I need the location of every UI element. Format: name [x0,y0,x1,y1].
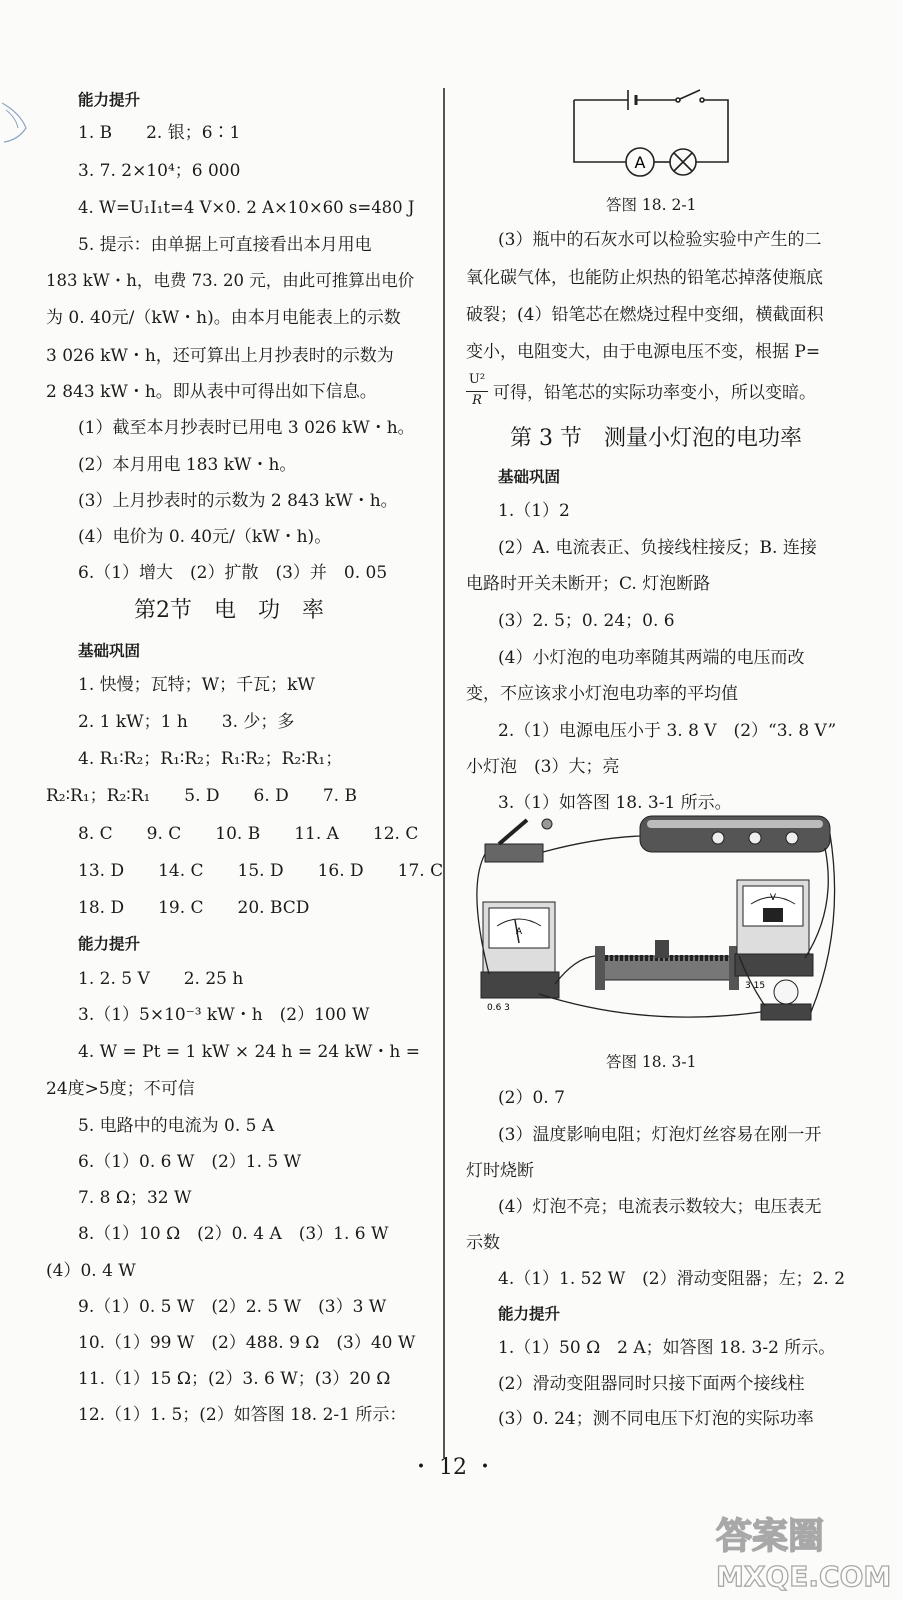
answer-line: 2 843 kW・h。即从表中可得出如下信息。 [46,382,377,402]
answer-line: (2）滑动变阻器同时只接下面两个接线柱 [498,1374,805,1394]
answer-line: (3）2. 5；0. 24；0. 6 [498,611,675,631]
heading-ability: 能力提升 [78,935,141,953]
answer-line: 2.（1）电源电压小于 3. 8 V (2）“3. 8 V” [498,721,837,741]
heading-basic: 基础巩固 [78,642,141,660]
answer-line: 4. W = Pt = 1 kW × 24 h = 24 kW・h = [78,1042,420,1062]
answer-line: 3 026 kW・h，还可算出上月抄表时的示数为 [46,346,394,366]
answer-line: 灯时烧断 [466,1161,534,1181]
figure-caption: 答图 18. 2-1 [606,196,697,214]
watermark-brand: 答案圈 [716,1516,825,1557]
section-title: 第 3 节 测量小灯泡的电功率 [510,426,802,451]
answer-line: (3）0. 24；测不同电压下灯泡的实际功率 [498,1409,814,1429]
answer-line: 24度>5度；不可信 [46,1079,195,1099]
heading-ability: 能力提升 [498,1305,561,1323]
apparatus-diagram-18-3-1 [465,808,845,1036]
answer-line: 5. 电路中的电流为 0. 5 A [78,1116,275,1136]
answer-line: 18. D 19. C 20. BCD [78,898,310,918]
answer-line: 5. 提示：由单据上可直接看出本月用电 [78,235,372,255]
answer-line: 1. 快慢；瓦特；W；千瓦；kW [78,675,315,695]
answer-line: (2）A. 电流表正、负接线柱接反；B. 连接 [498,538,817,558]
stamp-mark [0,98,30,148]
answer-line: 电路时开关未断开；C. 灯泡断路 [466,574,711,594]
answer-line: 变小，电阻变大，由于电源电压不变，根据 P= [466,342,821,362]
fraction-bar [466,391,488,392]
answer-line: 示数 [466,1233,500,1253]
bulb [761,980,811,1020]
answer-line: (4）0. 4 W [46,1261,136,1281]
voltmeter-terminals: 3 15 [745,981,766,991]
answer-line: 可得，铅笔芯的实际功率变小，所以变暗。 [493,383,816,403]
answer-line: 为 0. 40元/（kW・h)。由本月电能表上的示数 [46,308,401,328]
answer-line: 小灯泡 (3）大；亮 [466,757,620,777]
heading-basic: 基础巩固 [498,468,561,486]
answer-line: 变，不应该求小灯泡电功率的平均值 [466,684,738,704]
answer-line: (3）瓶中的石灰水可以检验实验中产生的二 [498,230,822,250]
answer-line: (4）小灯泡的电功率随其两端的电压而改 [498,648,805,668]
answer-line: (4）灯泡不亮；电流表示数较大；电压表无 [498,1197,822,1217]
answer-line: 4.（1）1. 52 W (2）滑动变阻器；左；2. 2 [498,1269,846,1289]
ammeter-face-label: A [515,927,523,937]
fraction-denominator: R [472,393,482,408]
watermark-logo [712,1508,898,1594]
answer-line: 1. 2. 5 V 2. 25 h [78,969,244,989]
voltmeter-face-label: V [769,893,777,903]
answer-line: 12.（1）1. 5；(2）如答图 18. 2-1 所示： [78,1405,407,1425]
page-number: ・ 12 ・ [410,1455,496,1480]
heading-ability: 能力提升 [78,91,141,109]
answer-line: (2）0. 7 [498,1088,565,1108]
answer-line: 6.（1）增大 (2）扩散 (3）并 0. 05 [78,563,388,583]
answer-line: 1. B 2. 银；6∶1 [78,123,241,143]
circuit-diagram-18-2-1 [568,86,738,182]
answer-line: (4）电价为 0. 40元/（kW・h)。 [78,527,332,547]
answer-line: 9.（1）0. 5 W (2）2. 5 W (3）3 W [78,1297,387,1317]
fraction-numerator: U² [468,372,486,387]
ammeter-terminals: 0.6 3 [487,1003,510,1013]
answer-line: 2. 1 kW；1 h 3. 少；多 [78,712,295,732]
switch [485,819,552,862]
answer-line: 8.（1）10 Ω (2）0. 4 A (3）1. 6 W [78,1224,389,1244]
answer-line: 3. 7. 2×10⁴；6 000 [78,161,241,181]
rheostat [595,940,739,990]
column-divider [443,88,445,1458]
answer-line: 183 kW・h，电费 73. 20 元，由此可推算出电价 [46,271,415,290]
answer-line: (3）上月抄表时的示数为 2 843 kW・h。 [78,491,398,511]
answer-line: 4. W=U₁I₁t=4 V×0. 2 A×10×60 s=480 J [78,198,415,217]
figure-caption: 答图 18. 3-1 [606,1053,697,1071]
answer-line: R₂∶R₁；R₂∶R₁ 5. D 6. D 7. B [46,786,357,806]
answer-line: 1.（1）2 [498,501,570,521]
battery-pack [640,816,830,852]
answer-line: 氧化碳气体，也能防止炽热的铅笔芯掉落使瓶底 [466,268,823,288]
answer-line: (3）温度影响电阻；灯泡灯丝容易在刚一开 [498,1125,822,1145]
ammeter-label: A [634,153,646,172]
answer-line: 7. 8 Ω；32 W [78,1188,192,1208]
answer-line: 8. C 9. C 10. B 11. A 12. C [78,824,419,844]
answer-line: (1）截至本月抄表时已用电 3 026 kW・h。 [78,418,415,438]
answer-line: 1.（1）50 Ω 2 A；如答图 18. 3-2 所示。 [498,1338,836,1358]
answer-line: 6.（1）0. 6 W (2）1. 5 W [78,1152,302,1172]
section-title: 第2节 电 功 率 [134,598,324,623]
answer-line: 13. D 14. C 15. D 16. D 17. C [78,861,444,881]
answer-line: 3.（1）5×10⁻³ kW・h (2）100 W [78,1005,370,1025]
watermark-url: MXQE.COM [716,1560,892,1593]
answer-line: 3.（1）如答图 18. 3-1 所示。 [498,793,732,813]
answer-line: 破裂；(4）铅笔芯在燃烧过程中变细，横截面积 [466,305,824,325]
answer-line: 10.（1）99 W (2）488. 9 Ω (3）40 W [78,1333,416,1353]
answer-line: 11.（1）15 Ω；(2）3. 6 W；(3）20 Ω [78,1369,391,1389]
answer-line: (2）本月用电 183 kW・h。 [78,455,297,475]
answer-line: 4. R₁∶R₂；R₁∶R₂；R₁∶R₂；R₂∶R₁； [78,749,343,769]
